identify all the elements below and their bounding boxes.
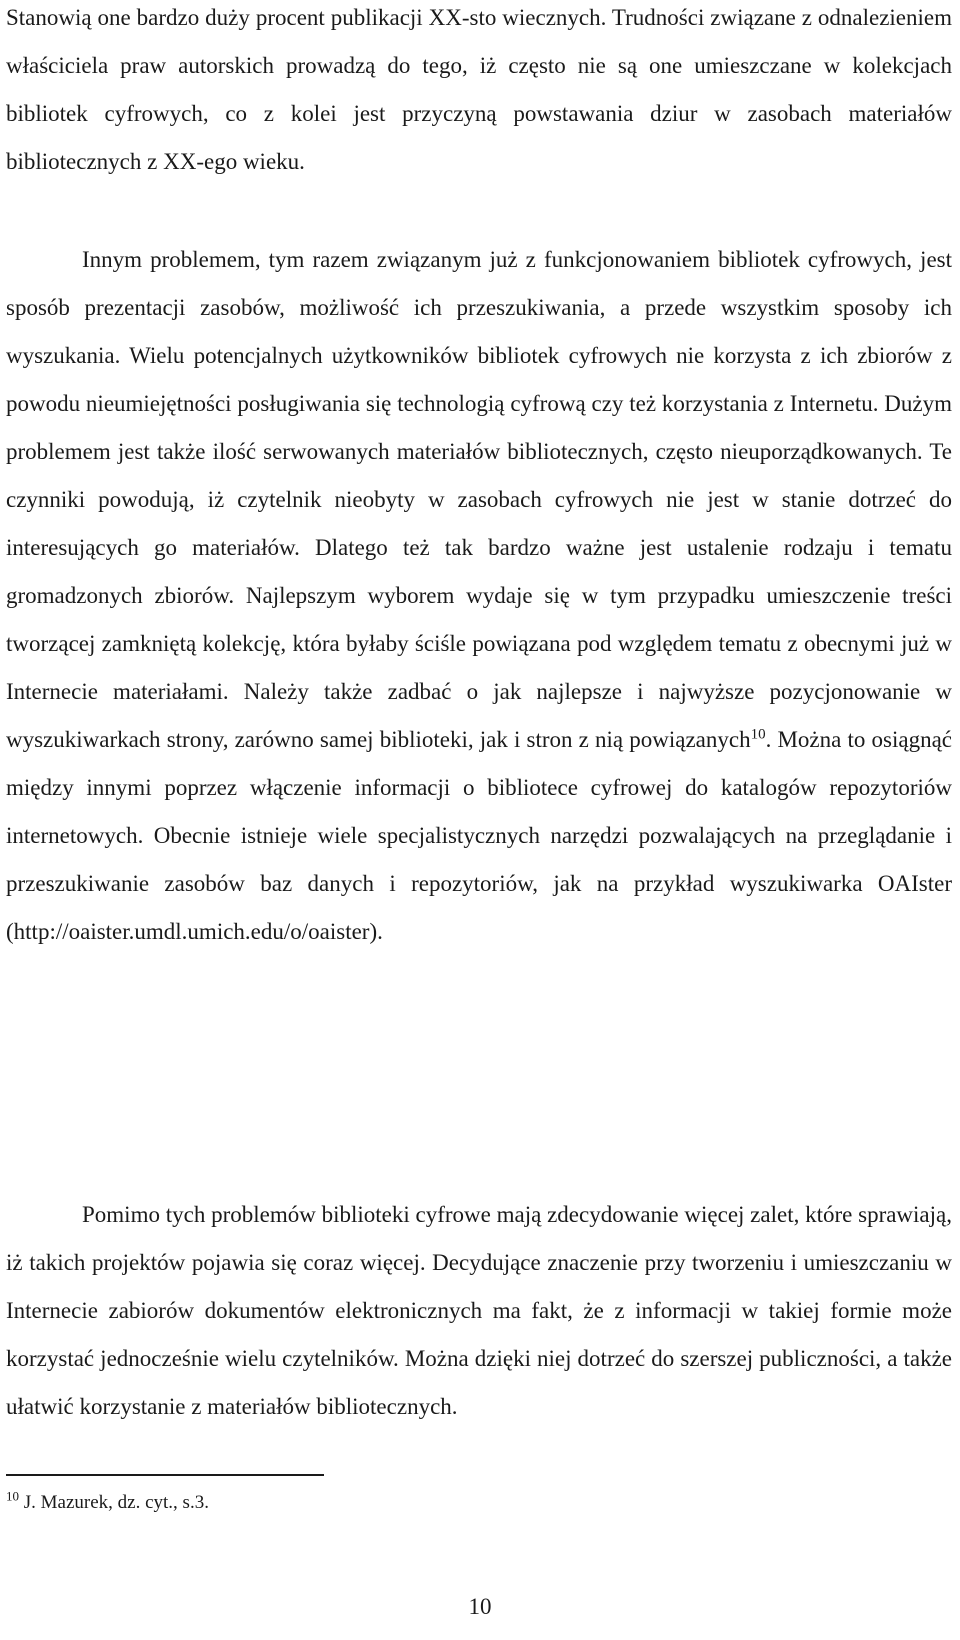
paragraph-1	[6, 0, 952, 186]
footnote-separator	[6, 1474, 324, 1476]
page-number: 10	[468, 1594, 492, 1619]
footnote-number: 10	[6, 1488, 19, 1504]
paragraph-2-text-start: Innym problemem, tym razem związanym już z funkcjonowaniem bibliotek cyfrowych, jest sposób prezentacji zasobów, możliwość ich przeszukiwania, a przede wszystkim sposoby ich wyszukania. Wielu potencjalnych użytkowników bibliotek cyfrowych nie korzysta z ich zbiorów z powodu nieumiejętności posługiwania się technologią cyfrową czy też korzystania z Internetu. Dużym problemem jest także ilość serwowanych materiałów bibliotecznych, często nieuporządkowanych. Te czynniki powodują, iż czytelnik nieobyty w zasobach cyfrowych nie jest w stanie dotrzeć do interesujących go materiałów. Dlatego też tak bardzo ważne jest ustalenie rodzaju i tematu gromadzonych zbiorów. Najlepszym wyborem wydaje się w tym przypadku umieszczenie treści tworzącej zamkniętą kolekcję, która byłaby ściśle powiązana pod względem tematu z obecnymi już w Internecie materiałami. Należy także zadbać o jak najlepsze i najwyższe pozycjonowanie w wyszukiwarkach strony, zarówno samej biblioteki, jak i stron z nią powiązanych	[6, 247, 952, 752]
paragraph-3	[6, 1191, 952, 1431]
paragraph-2-text-end: . Można to osiągnąć między innymi poprzez włączenie informacji o bibliotece cyfrowej do katalogów repozytoriów internetowych. Obecnie istnieje wiele specjalistycznych narzędzi pozwalających na przeglądanie i przeszukiwanie zasobów baz danych i repozytoriów, jak na przykład wyszukiwarka OAIster (http://oaister.umdl.umich.edu/o/oaister).	[6, 727, 952, 944]
footnote-text: J. Mazurek, dz. cyt., s.3.	[19, 1492, 209, 1513]
paragraph-1-text: Stanowią one bardzo duży procent publikacji XX-sto wiecznych. Trudności związane z odnalezieniem właściciela praw autorskich prowadzą do tego, iż często nie są one umieszczane w kolekcjach bibliotek cyfrowych, co z kolei jest przyczyną powstawania dziur w zasobach materiałów bibliotecznych z XX-ego wieku.	[6, 5, 952, 174]
footnote	[6, 1490, 209, 1516]
paragraph-2	[6, 236, 952, 956]
paragraph-3-text: Pomimo tych problemów biblioteki cyfrowe mają zdecydowanie więcej zalet, które sprawiają, iż takich projektów pojawia się coraz więcej. Decydujące znaczenie przy tworzeniu i umieszczaniu w Internecie zabiorów dokumentów elektronicznych ma fakt, że z informacji w takiej formie może korzystać jednocześnie wielu czytelników. Można dzięki niej dotrzeć do szerszej publiczności, a także ułatwić korzystanie z materiałów bibliotecznych.	[6, 1202, 952, 1419]
footnote-reference[interactable]: 10	[750, 726, 766, 743]
